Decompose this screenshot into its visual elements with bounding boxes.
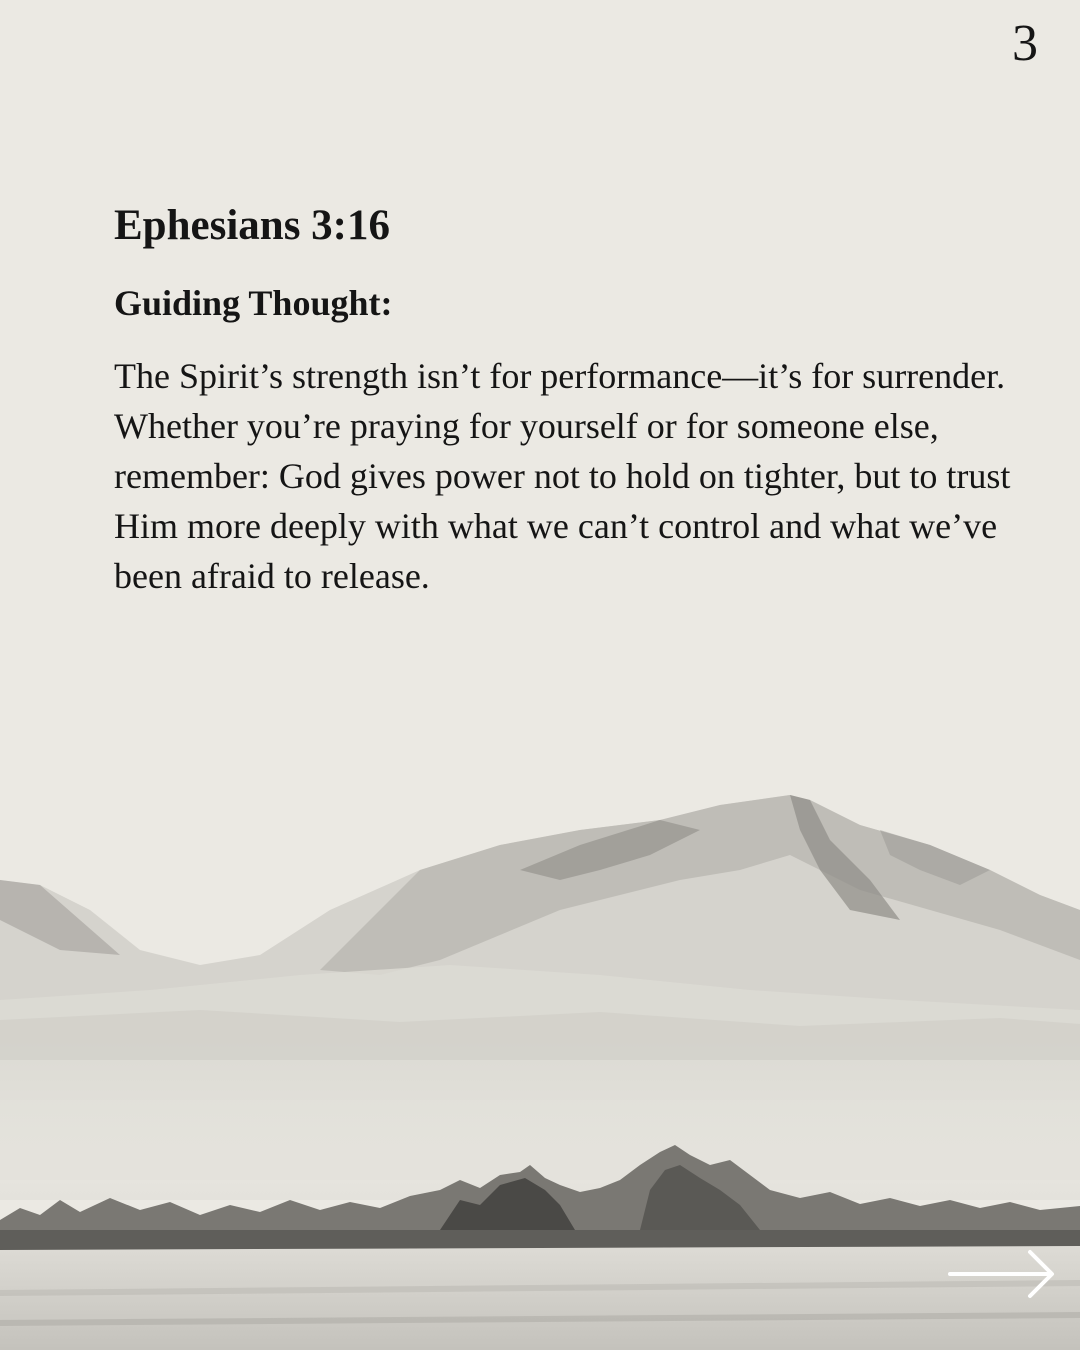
guiding-thought-heading: Guiding Thought: [114, 282, 393, 323]
mountain-landscape-illustration [0, 760, 1080, 1350]
page-number: 3 [1012, 15, 1038, 72]
devotional-content [114, 200, 1024, 601]
verse-reference: Ephesians 3:16 [114, 202, 390, 249]
next-arrow-icon[interactable] [946, 1248, 1058, 1300]
guiding-thought-text: The Spirit’s strength isn’t for performance—it’s for surrender. Whether you’re praying for yourself or for someone else, remember: God gives power not to hold on tighter, but to trust Him more deeply with what we can’t control and what we’ve been afraid to release. [114, 355, 1011, 596]
